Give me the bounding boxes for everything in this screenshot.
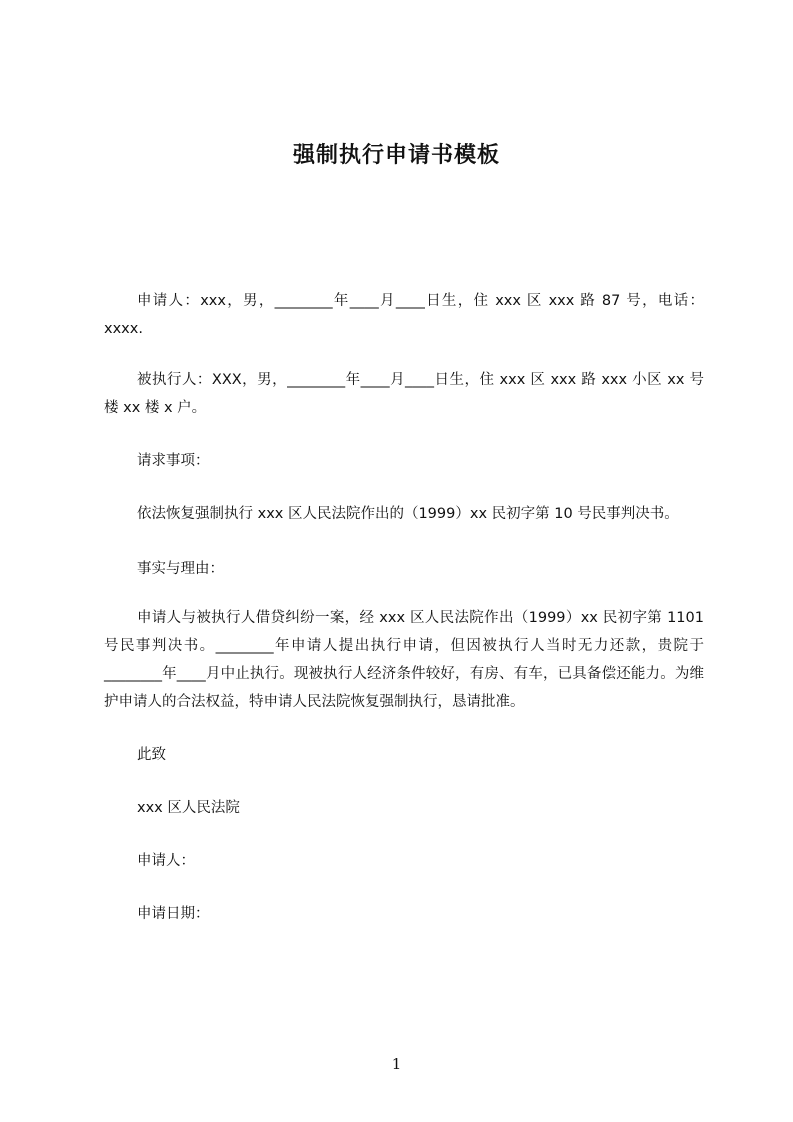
applicant-paragraph: 申请人：xxx，男，________年____月____日生，住 xxx 区 xxx 路 87 号，电话：xxxx. xyxy=(104,293,704,337)
facts-heading: 事实与理由： xyxy=(137,561,224,577)
document-title: 强制执行申请书模板 xyxy=(292,143,500,168)
request-body: 依法恢复强制执行 xxx 区人民法院作出的（1999）xx 民初字第 10 号民事判决书。 xyxy=(137,506,679,522)
closing-salutation: 此致 xyxy=(137,747,166,763)
court-name: xxx 区人民法院 xyxy=(137,800,240,816)
signature-applicant-line: 申请人： xyxy=(137,853,195,869)
signature-date-line: 申请日期： xyxy=(137,906,210,922)
request-heading: 请求事项： xyxy=(137,453,210,469)
respondent-paragraph: 被执行人：XXX，男，________年____月____日生，住 xxx 区 xxx 路 xxx 小区 xx 号楼 xx 楼 x 户。 xyxy=(104,372,704,416)
facts-body: 申请人与被执行人借贷纠纷一案，经 xxx 区人民法院作出（1999）xx 民初字第 1101 号民事判决书。________年申请人提出执行申请，但因被执行人当时无力还款，贵院于________年____月中止执行。现被执行人经济条件较好，有房、有车，已具备偿还能力。为维护申请人的合法权益，特申请人民法院恢复强制执行，恳请批准。 xyxy=(104,610,704,710)
page-number: 1 xyxy=(391,1055,402,1073)
